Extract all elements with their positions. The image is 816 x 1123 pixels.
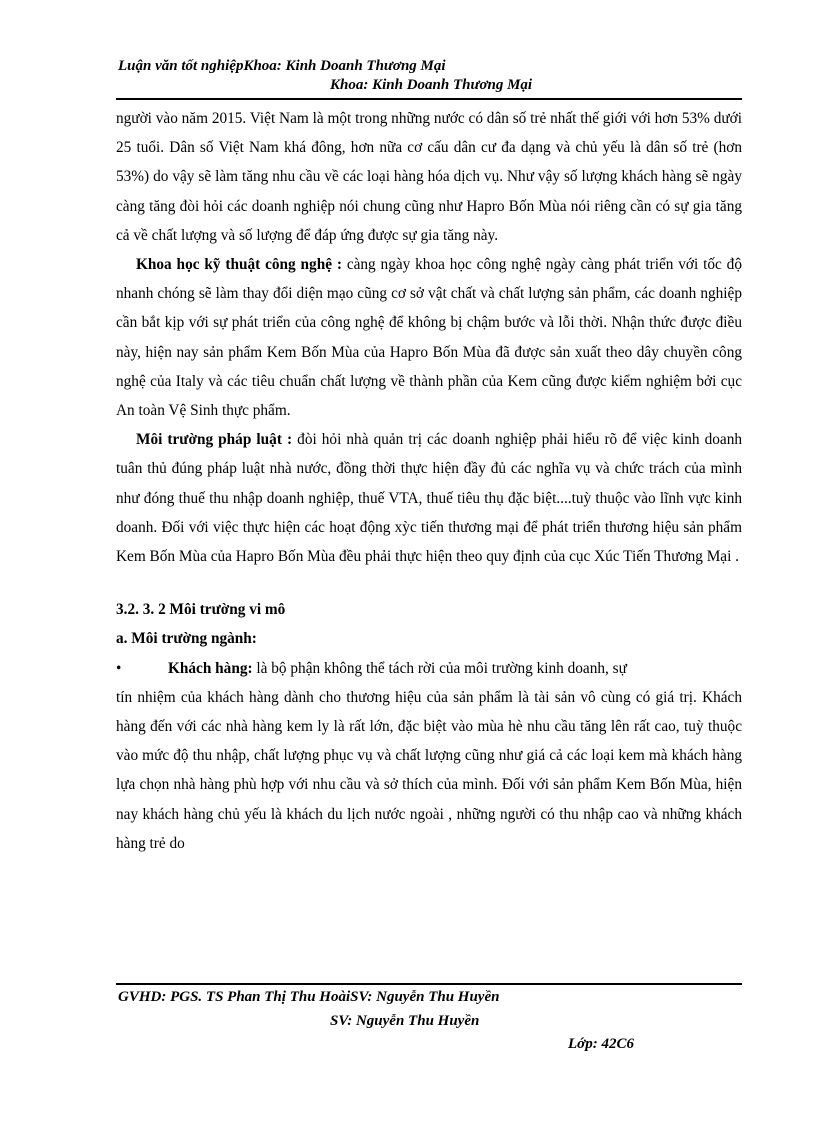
header-line-1: Luận văn tốt nghiệpKhoa: Kinh Doanh Thương Mại	[118, 58, 446, 74]
paragraph-technology	[116, 250, 742, 425]
section-heading: 3.2. 3. 2 Môi trường vi mô	[116, 601, 286, 619]
technology-label: Khoa học kỹ thuật công nghệ :	[136, 256, 342, 274]
footer-line-2: SV: Nguyễn Thu Huyền	[330, 1013, 480, 1029]
body-text	[116, 104, 742, 858]
bullet-first-text: là bộ phận không thể tách rời của môi trường kinh doanh, sự	[252, 659, 627, 677]
footer-line-1: GVHD: PGS. TS Phan Thị Thu HoàiSV: Nguyễn Thu Huyền	[118, 989, 500, 1005]
footer-class: Lớp: 42C6	[568, 1036, 634, 1052]
subheading: a. Môi trường ngành:	[116, 630, 257, 648]
legal-label: Môi trường pháp luật :	[136, 431, 293, 449]
header-line-2: Khoa: Kinh Doanh Thương Mại	[330, 77, 533, 93]
bullet-item	[116, 654, 742, 683]
bullet-label: Khách hàng:	[168, 659, 253, 677]
bullet-first-line	[168, 654, 627, 683]
spacer	[116, 571, 742, 595]
bullet-icon: •	[116, 659, 122, 677]
technology-text: càng ngày khoa học công nghệ ngày càng phát triển với tốc độ nhanh chóng sẽ làm thay đổi diện mạo cũng cơ sở vật chất và chất lượng sản phẩm, các doanh nghiệp cần bắt kịp với sự phát triển của công nghệ để không bị chậm bước và lỗi thời. Nhận thức được điều này, hiện nay sản phẩm Kem Bốn Mùa của Hapro Bốn Mùa đã được sản xuất theo dây chuyền công nghệ của Italy và các tiêu chuẩn chất lượng về thành phần của Kem cũng được kiểm nghiệm bởi cục An toàn Vệ Sinh thực phẩm.	[116, 256, 742, 420]
paragraph-population: người vào năm 2015. Việt Nam là một trong những nước có dân số trẻ nhất thế giới với hơn 53% dưới 25 tuổi. Dân số Việt Nam khá đông, hơn nữa cơ cấu dân cư đa dạng và chủ yếu là dân số trẻ (hơn 53%) do vậy sẽ làm tăng nhu cầu về các loại hàng hóa dịch vụ. Như vậy số lượng khách hàng sẽ ngày càng tăng đòi hỏi các doanh nghiệp nói chung cũng như Hapro Bốn Mùa nói riêng cần có sự gia tăng cả về chất lượng và số lượng để đáp ứng được sự gia tăng này.	[116, 110, 742, 244]
legal-text: đòi hỏi nhà quản trị các doanh nghiệp phải hiểu rõ để việc kinh doanh tuân thủ đúng pháp luật nhà nước, đồng thời thực hiện đầy đủ các nghĩa vụ và chức trách của mình như đóng thuế thu nhập doanh nghiệp, thuế VTA, thuế tiêu thụ đặc biệt....tuỳ thuộc vào lĩnh vực kinh doanh. Đối với việc thực hiện các hoạt động xỳc tiến thương mại để phát triển thương hiệu sản phẩm Kem Bốn Mùa của Hapro Bốn Mùa đều phải thực hiện theo quy định của cục Xúc Tiến Thương Mại .	[116, 431, 742, 566]
footer-rule	[116, 983, 742, 985]
header-rule	[116, 98, 742, 100]
paragraph-legal	[116, 425, 742, 571]
paragraph-customers: tín nhiệm của khách hàng dành cho thương hiệu của sản phẩm là tài sản vô cùng có giá trị. Khách hàng đến với các nhà hàng kem ly là rất lớn, đặc biệt vào mùa hè nhu cầu tăng lên rất cao, tuỳ thuộc vào mức độ thu nhập, chất lượng phục vụ và chất lượng cũng như giá cả các loại kem mà khách hàng lựa chọn nhà hàng phù hợp với nhu cầu và sở thích của mình. Đối với sản phẩm Kem Bốn Mùa, hiện nay khách hàng chủ yếu là khách du lịch nước ngoài , những người có thu nhập cao và những khách hàng trẻ do	[116, 688, 742, 852]
